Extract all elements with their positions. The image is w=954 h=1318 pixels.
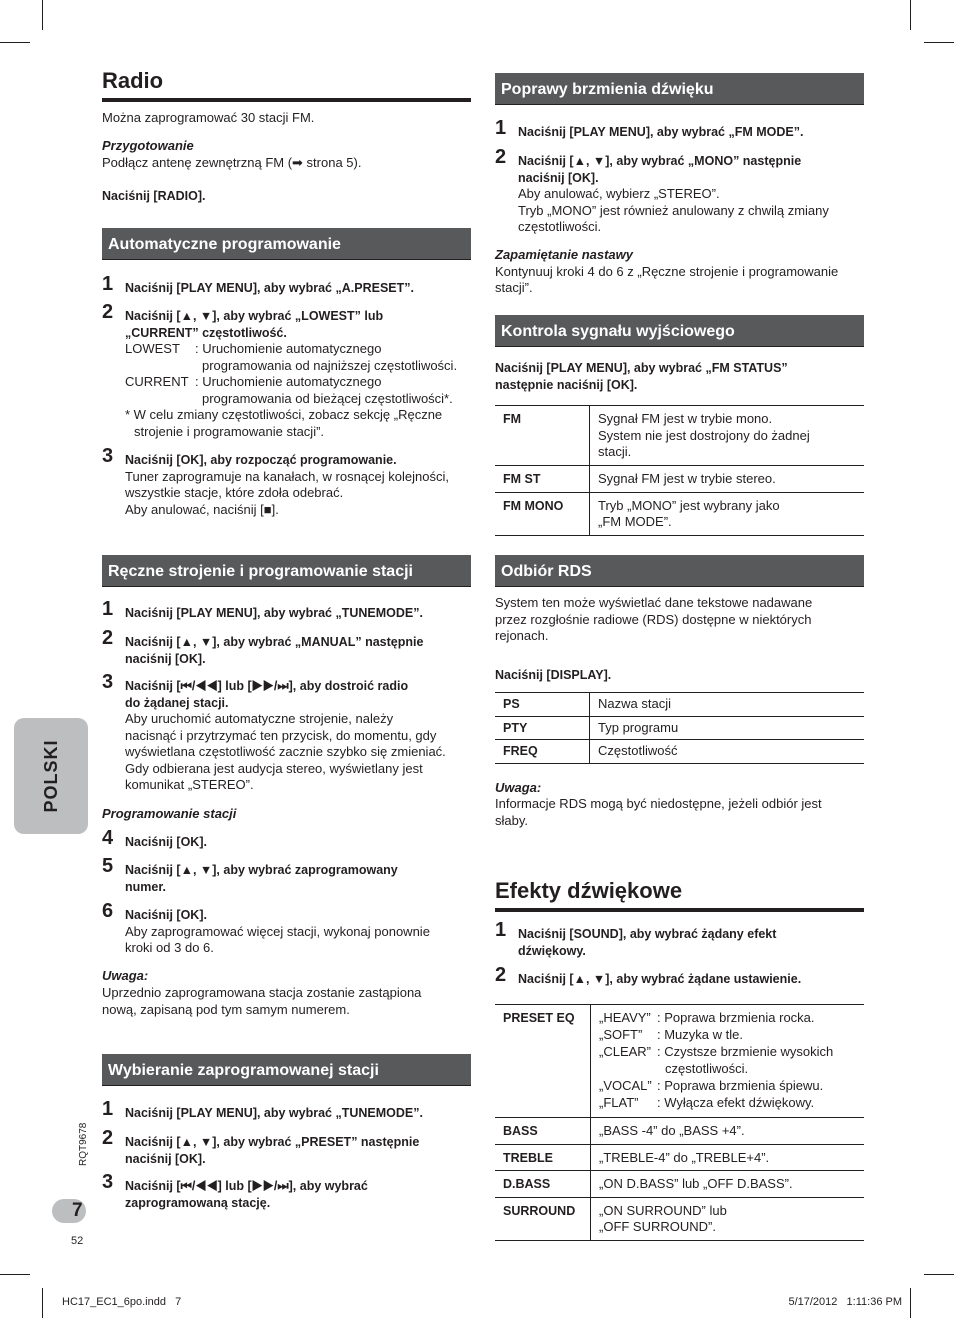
footer-date: 5/17/2012 1:11:36 PM: [788, 1296, 902, 1308]
crop-mark: [0, 1274, 30, 1275]
prep-heading: Przygotowanie: [102, 138, 194, 153]
table-row: FM MONO Tryb „MONO” jest wybrany jako „FM MODE”.: [495, 492, 864, 535]
crop-mark: [42, 0, 43, 30]
rds-instr: Naciśnij [DISPLAY].: [495, 668, 612, 682]
sound-improve-heading: Poprawy brzmienia dźwięku: [495, 73, 864, 105]
rds-text-a: System ten może wyświetlać dane tekstowe nadawane: [495, 595, 813, 610]
select-heading: Wybieranie zaprogramowanej stacji: [102, 1054, 471, 1086]
rds-text-b: przez rozgłośnie radiowe (RDS) dostępne w niektórych: [495, 612, 812, 627]
crop-mark: [924, 42, 954, 43]
manual-note-a: Uprzednio zaprogramowana stacja zostanie zastąpiona: [102, 985, 422, 1000]
page-number: 7: [72, 1200, 83, 1221]
rds-note-b: słaby.: [495, 813, 528, 828]
table-row: D.BASS „ON D.BASS” lub „OFF D.BASS”.: [495, 1171, 864, 1198]
memory-a: Kontynuuj kroki 4 do 6 z „Ręczne strojenie i programowanie: [495, 264, 839, 279]
manual-note-heading: Uwaga:: [102, 968, 149, 983]
rds-table: [495, 692, 864, 764]
crop-mark: [910, 0, 911, 30]
memory-b: stacji”.: [495, 280, 533, 295]
signal-table: [495, 405, 864, 536]
table-row: TREBLE „TREBLE-4” do „TREBLE+4”.: [495, 1144, 864, 1171]
rqt-code: RQT9678: [78, 1122, 89, 1166]
manual-note-b: nową, zapisaną pod tym samym numerem.: [102, 1002, 350, 1017]
language-label: POLSKI: [40, 739, 61, 813]
signal-instr-a: Naciśnij [PLAY MENU], aby wybrać „FM STATUS”: [495, 361, 788, 375]
press-radio: Naciśnij [RADIO].: [102, 189, 206, 203]
crop-mark: [42, 1288, 43, 1318]
manual-heading: Ręczne strojenie i programowanie stacji: [102, 555, 471, 587]
table-row: PS Nazwa stacji: [495, 693, 864, 717]
table-row: FM ST Sygnał FM jest w trybie stereo.: [495, 466, 864, 493]
effects-table: [495, 1004, 864, 1241]
table-row: FREQ Częstotliwość: [495, 740, 864, 764]
rds-note-a: Informacje RDS mogą być niedostępne, jeżeli odbiór jest: [495, 796, 822, 811]
rds-heading: Odbiór RDS: [495, 555, 864, 587]
signal-instr-b: następnie naciśnij [OK].: [495, 378, 638, 392]
crop-mark: [924, 1274, 954, 1275]
effects-title: Efekty dźwiękowe: [495, 878, 683, 903]
table-row: BASS „BASS -4” do „BASS +4”.: [495, 1118, 864, 1145]
table-row: PRESET EQ „HEAVY” : Poprawa brzmienia rocka. „SOFT” : Muzyka w tle. „CLEAR” : Czystsze brzmienie wysokich częstotliwości. „VOCAL” : Poprawa brzmienia śpiewu. „FLAT” : Wyłącza efekt dźwiękowy.: [495, 1005, 864, 1118]
table-row: SURROUND „ON SURROUND” lub „OFF SURROUND”.: [495, 1197, 864, 1240]
radio-intro: Można zaprogramować 30 stacji FM.: [102, 110, 315, 125]
table-row: FM Sygnał FM jest w trybie mono. System nie jest dostrojony do żadnej stacji.: [495, 406, 864, 466]
language-tab: [14, 718, 88, 834]
rds-text-c: rejonach.: [495, 628, 549, 643]
signal-heading: Kontrola sygnału wyjściowego: [495, 315, 864, 347]
crop-mark: [910, 1288, 911, 1318]
title-rule: [102, 98, 471, 102]
effects-rule: [495, 908, 864, 912]
memory-heading: Zapamiętanie nastawy: [495, 247, 633, 262]
auto-heading: Automatyczne programowanie: [102, 228, 471, 260]
crop-mark: [0, 42, 30, 43]
page-small-number: 52: [71, 1235, 84, 1247]
rds-note-heading: Uwaga:: [495, 780, 542, 795]
footer-file: HC17_EC1_6po.indd 7: [62, 1296, 182, 1308]
prog-heading: Programowanie stacji: [102, 806, 237, 821]
radio-title: Radio: [102, 68, 164, 93]
table-row: PTY Typ programu: [495, 716, 864, 740]
prep-text: Podłącz antenę zewnętrzną FM (➡ strona 5).: [102, 155, 362, 170]
